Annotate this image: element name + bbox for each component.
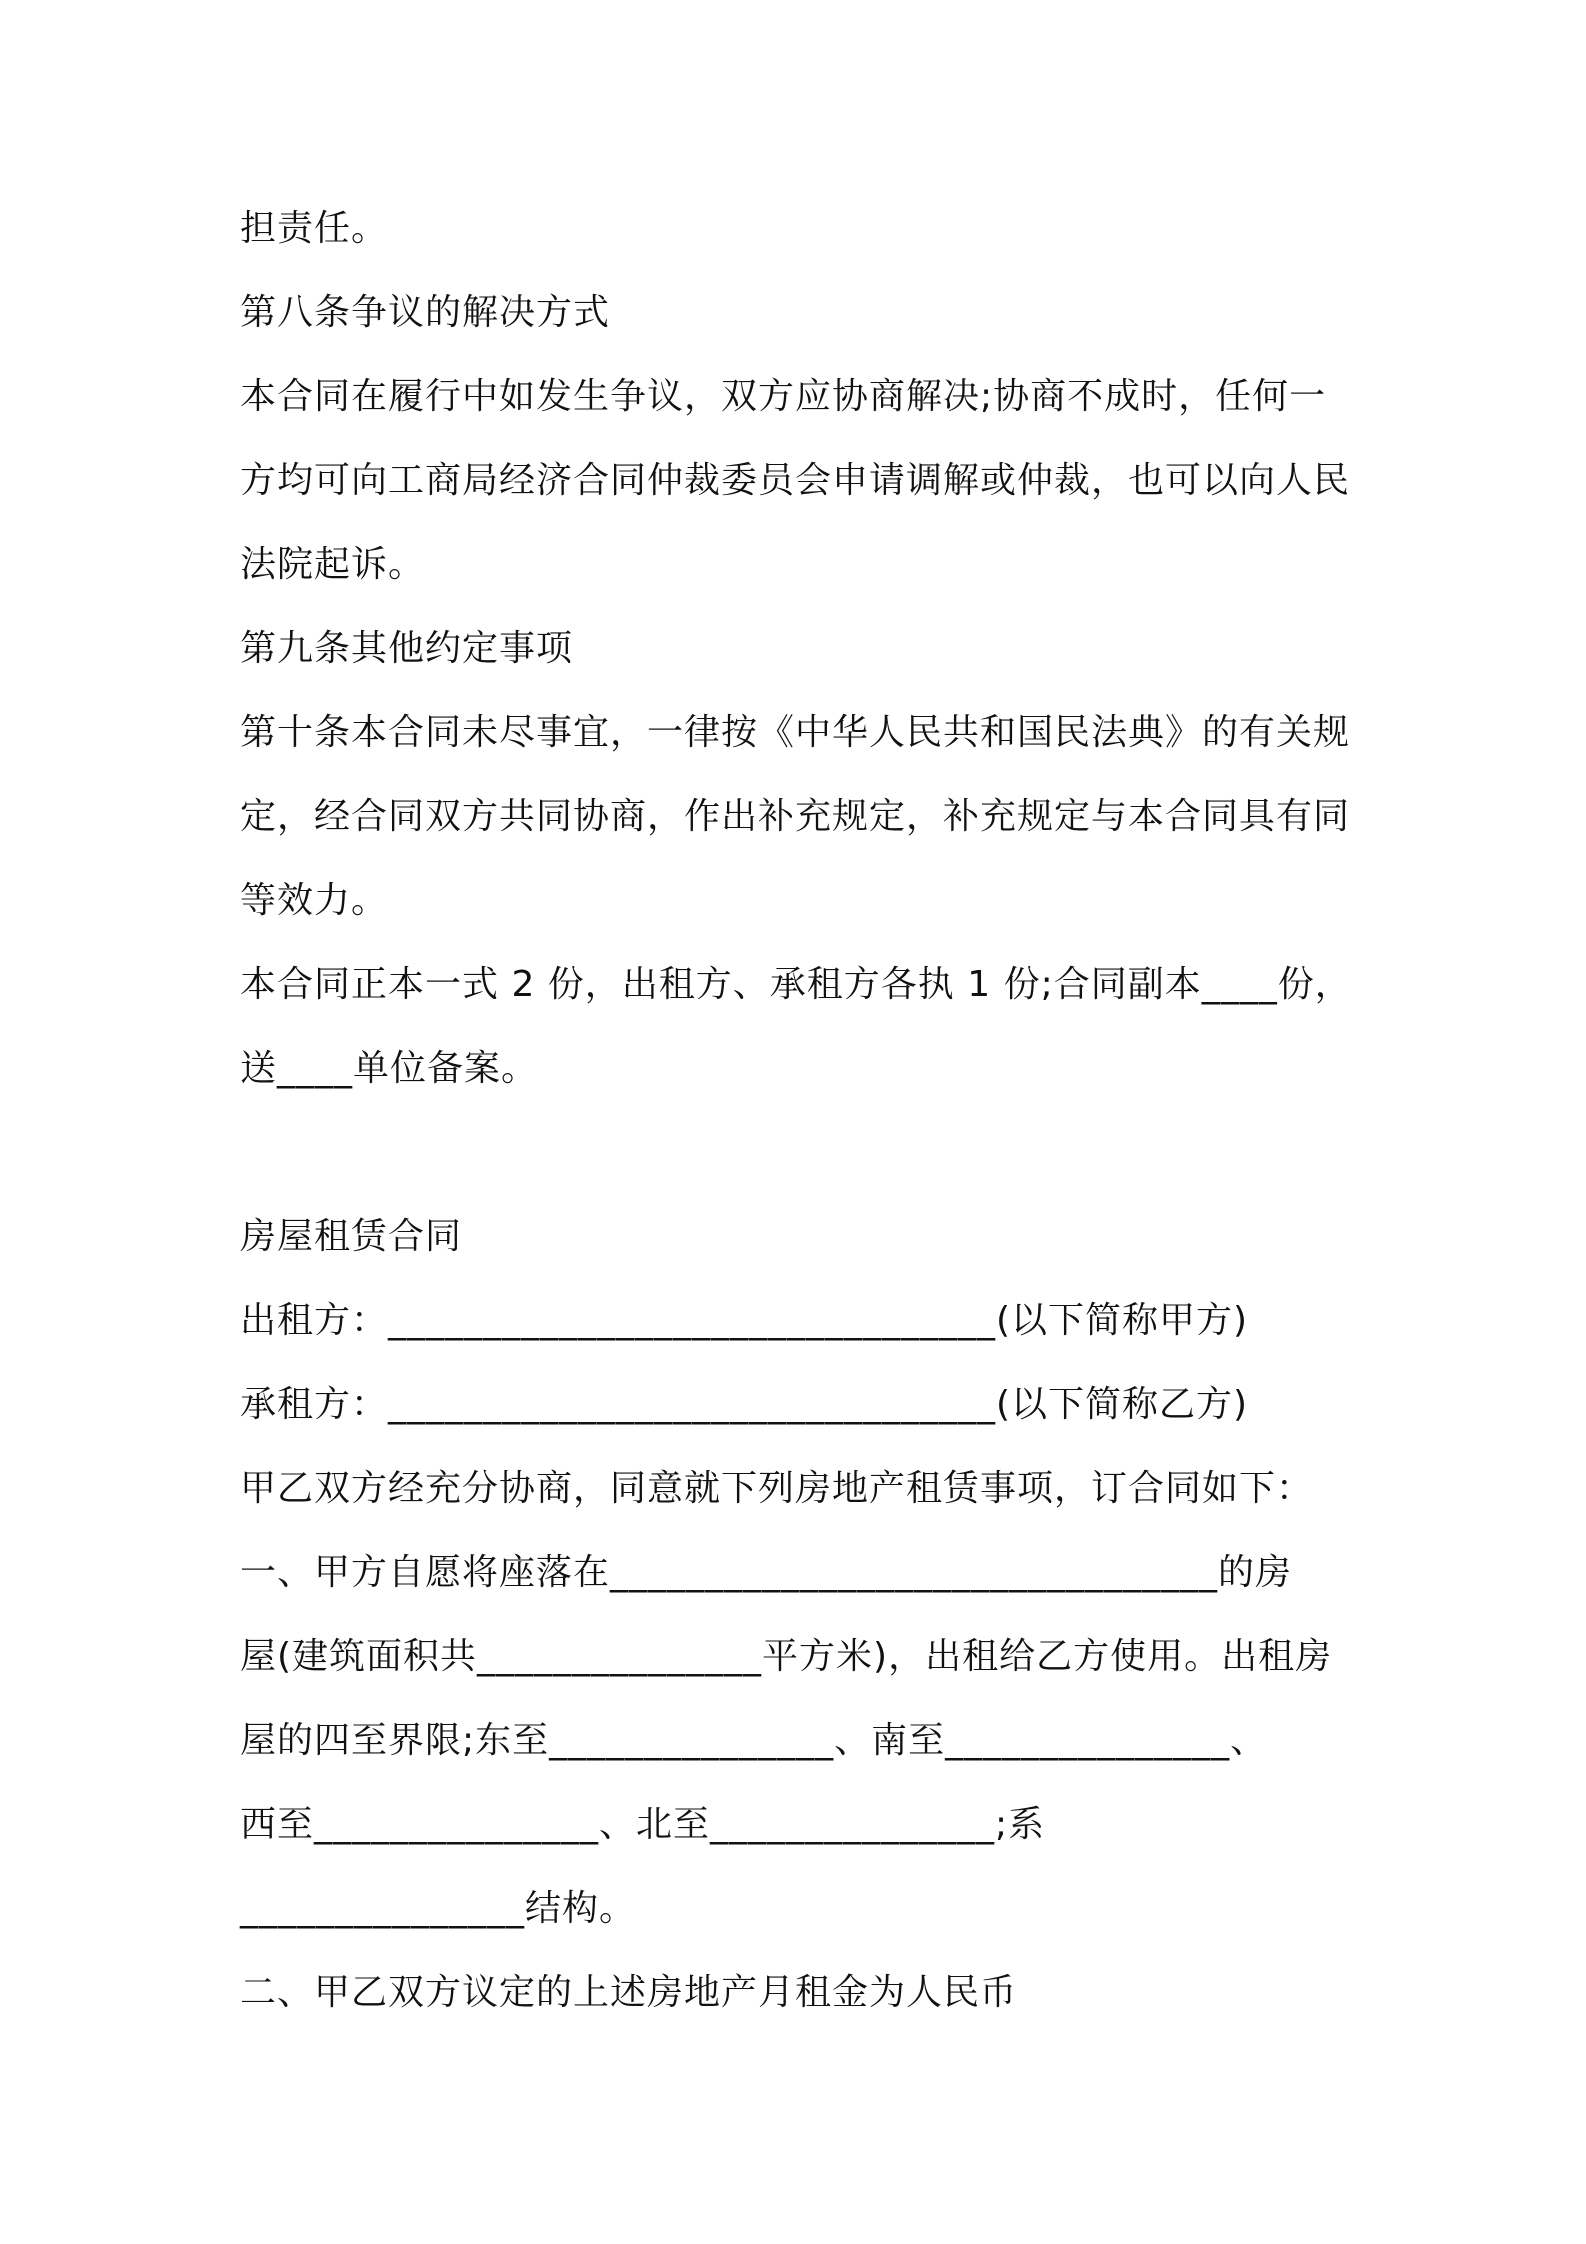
text-line: 等效力。 (240, 880, 389, 921)
text-line: 出租方：________________________________(以下简称甲方) (240, 1300, 1249, 1341)
text-line: 担责任。 (240, 208, 389, 249)
section-heading: 第八条争议的解决方式 (240, 292, 611, 333)
text-line: 西至_______________、北至_______________;系 (240, 1804, 1046, 1845)
text-line: _______________结构。 (240, 1888, 637, 1929)
text-line: 承租方：________________________________(以下简称乙方) (240, 1384, 1249, 1425)
text-line: 法院起诉。 (240, 544, 426, 585)
text-line: 第十条本合同未尽事宜，一律按《中华人民共和国民法典》的有关规 (240, 712, 1351, 753)
text-line: 定，经合同双方共同协商，作出补充规定，补充规定与本合同具有同 (240, 796, 1351, 837)
section-heading: 第九条其他约定事项 (240, 628, 574, 669)
text-line: 甲乙双方经充分协商，同意就下列房地产租赁事项，订合同如下： (240, 1468, 1314, 1509)
text-line: 屋(建筑面积共_______________平方米)，出租给乙方使用。出租房 (240, 1636, 1333, 1677)
text-line: 本合同正本一式 2 份，出租方、承租方各执 1 份;合同副本____份， (240, 964, 1352, 1005)
document-title: 房屋租赁合同 (240, 1216, 463, 1257)
text-line: 二、甲乙双方议定的上述房地产月租金为人民币 (240, 1972, 1018, 2013)
text-line: 本合同在履行中如发生争议，双方应协商解决;协商不成时，任何一 (240, 376, 1327, 417)
text-line: 送____单位备案。 (240, 1048, 539, 1089)
text-line: 屋的四至界限;东至_______________、南至_______________、 (240, 1720, 1268, 1761)
text-line: 一、甲方自愿将座落在________________________________的房 (240, 1552, 1293, 1593)
text-line: 方均可向工商局经济合同仲裁委员会申请调解或仲裁，也可以向人民 (240, 460, 1351, 501)
